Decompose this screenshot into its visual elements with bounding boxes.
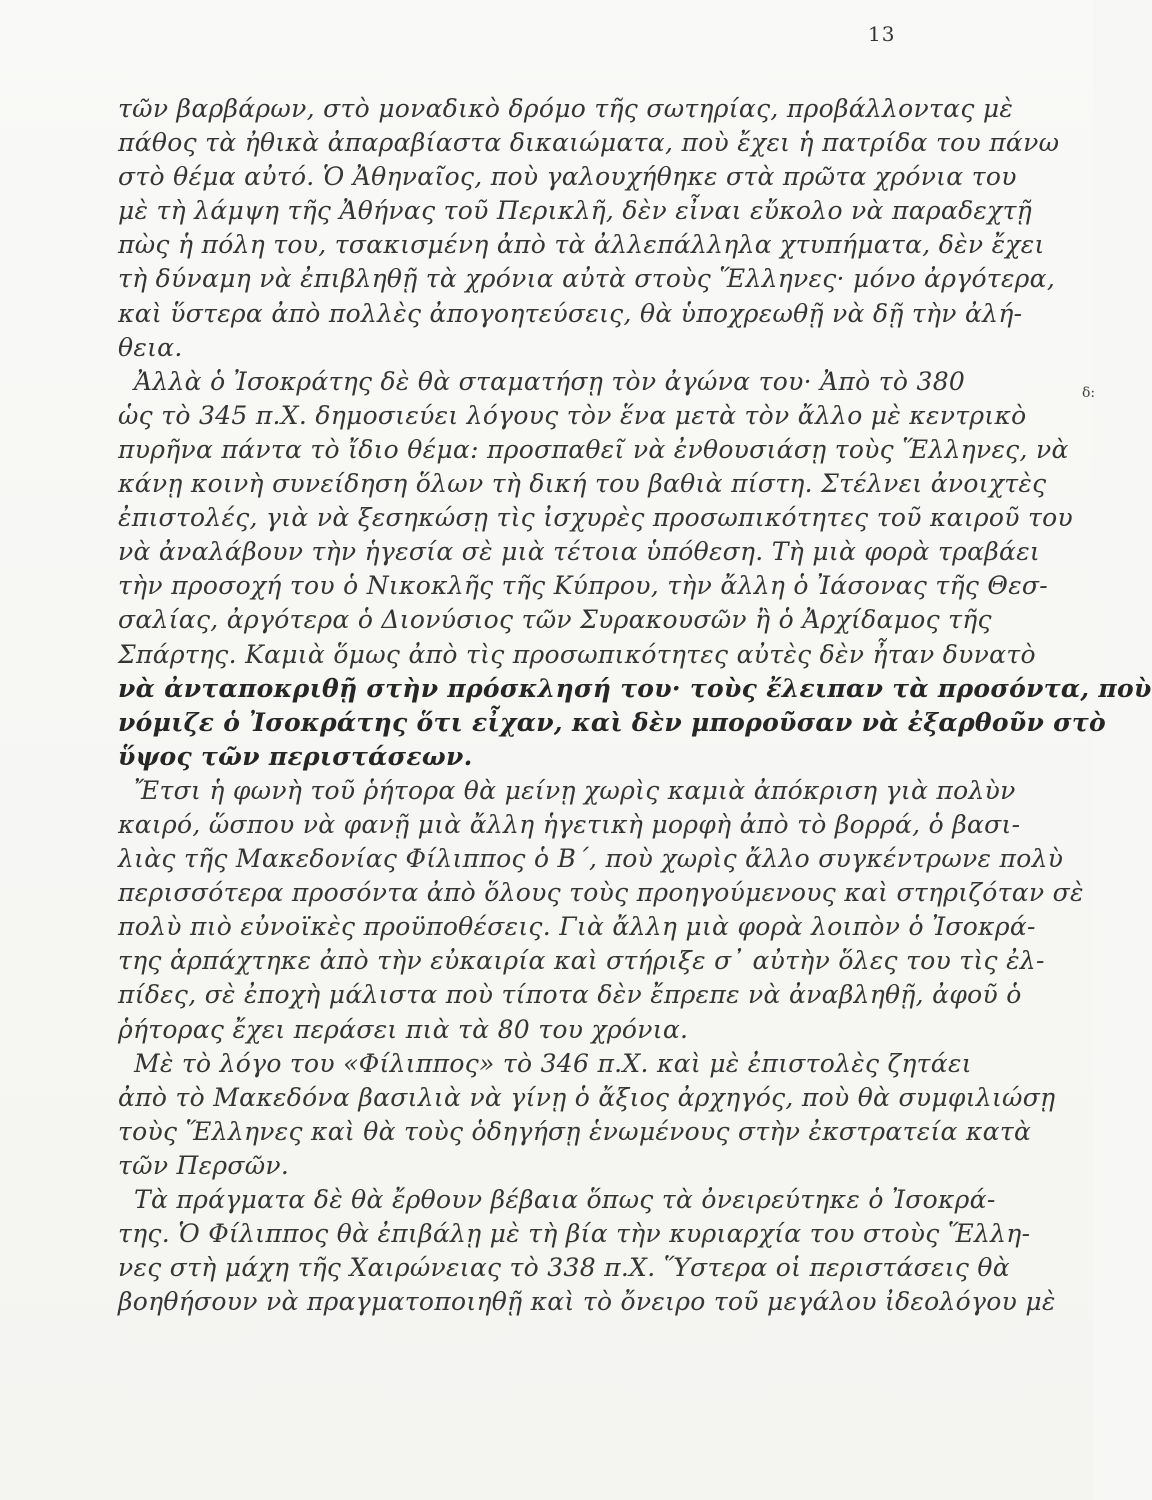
text-line: νες στὴ μάχη τῆς Χαιρώνειας τὸ 338 π.Χ. Ὕστερα οἱ περιστάσεις θὰ [118, 1253, 1010, 1283]
body-text [118, 92, 1152, 1319]
text-line: Ἔτσι ἡ φωνὴ τοῦ ῥήτορα θὰ μείνῃ χωρὶς καμιὰ ἀπόκριση γιὰ πολὺν [134, 775, 1016, 805]
text-line: νὰ ἀνταποκριθῇ στὴν πρόσκλησή του· τοὺς ἔλειπαν τὰ προσόντα, ποὺ [118, 673, 1152, 703]
text-line: καὶ ὕστερα ἀπὸ πολλὲς ἀπογοητεύσεις, θὰ ὑποχρεωθῇ νὰ δῇ τὴν ἀλή- [118, 298, 1023, 328]
text-line: ὡς τὸ 345 π.Χ. δημοσιεύει λόγους τὸν ἕνα μετὰ τὸν ἄλλο μὲ κεντρικὸ [118, 400, 1027, 430]
text-line: ῥήτορας ἔχει περάσει πιὰ τὰ 80 του χρόνια. [118, 1014, 689, 1044]
text-line: κάνῃ κοινὴ συνείδηση ὅλων τὴ δική του βαθιὰ πίστη. Στέλνει ἀνοιχτὲς [118, 469, 1047, 499]
text-line: τοὺς Ἕλληνες καὶ θὰ τοὺς ὁδηγήσῃ ἑνωμένους στὴν ἐκστρατεία κατὰ [118, 1116, 1032, 1146]
text-line: πὼς ἡ πόλη του, τσακισμένη ἀπὸ τὰ ἀλλεπάλληλα χτυπήματα, δὲν ἔχει [118, 230, 1045, 260]
text-line: πίδες, σὲ ἐποχὴ μάλιστα ποὺ τίποτα δὲν ἔπρεπε νὰ ἀναβληθῇ, ἀφοῦ ὁ [118, 980, 1022, 1010]
text-line: στὸ θέμα αὐτό. Ὁ Ἀθηναῖος, ποὺ γαλουχήθηκε στὰ πρῶτα χρόνια του [118, 162, 1017, 192]
text-line: νὰ ἀναλάβουν τὴν ἡγεσία σὲ μιὰ τέτοια ὑπόθεση. Τὴ μιὰ φορὰ τραβάει [118, 537, 1041, 567]
text-line: της ἁρπάχτηκε ἀπὸ τὴν εὐκαιρία καὶ στήριξε σ᾽ αὐτὴν ὅλες του τὶς ἐλ- [118, 946, 1045, 976]
text-line: ἐπιστολές, γιὰ νὰ ξεσηκώσῃ τὶς ἰσχυρὲς προσωπικότητες τοῦ καιροῦ του [118, 503, 1073, 533]
text-line: λιὰς τῆς Μακεδονίας Φίλιππος ὁ Β΄, ποὺ χωρὶς ἄλλο συγκέντρωνε πολὺ [118, 844, 1064, 874]
text-line: σαλίας, ἀργότερα ὁ Διονύσιος τῶν Συρακουσῶν ἢ ὁ Ἀρχίδαμος τῆς [118, 605, 992, 635]
text-line: περισσότερα προσόντα ἀπὸ ὅλους τοὺς προηγούμενους καὶ στηριζόταν σὲ [118, 878, 1084, 908]
text-line: ἀπὸ τὸ Μακεδόνα βασιλιὰ νὰ γίνῃ ὁ ἄξιος ἀρχηγός, ποὺ θὰ συμφιλιώσῃ [118, 1082, 1056, 1112]
text-line: πάθος τὰ ἠθικὰ ἀπαραβίαστα δικαιώματα, ποὺ ἔχει ἡ πατρίδα του πάνω [118, 128, 1060, 158]
text-line: θεια. [118, 332, 183, 362]
text-line: πολὺ πιὸ εὐνοϊκὲς προϋποθέσεις. Γιὰ ἄλλη μιὰ φορὰ λοιπὸν ὁ Ἰσοκρά- [118, 912, 1036, 942]
text-line: βοηθήσουν νὰ πραγματοποιηθῇ καὶ τὸ ὄνειρο τοῦ μεγάλου ἰδεολόγου μὲ [118, 1287, 1056, 1317]
text-line: τὴ δύναμη νὰ ἐπιβληθῇ τὰ χρόνια αὐτὰ στοὺς Ἕλληνες· μόνο ἀργότερα, [118, 264, 1056, 294]
text-line: μὲ τὴ λάμψη τῆς Ἀθήνας τοῦ Περικλῆ, δὲν εἶναι εὔκολο νὰ παραδεχτῇ [118, 196, 1032, 226]
text-line: τὴν προσοχή του ὁ Νικοκλῆς τῆς Κύπρου, τὴν ἄλλη ὁ Ἰάσονας τῆς Θεσ- [118, 571, 1049, 601]
text-line: τῶν Περσῶν. [118, 1150, 290, 1180]
text-line: Σπάρτης. Καμιὰ ὅμως ἀπὸ τὶς προσωπικότητες αὐτὲς δὲν ἦταν δυνατὸ [118, 639, 1036, 669]
text-line: πυρῆνα πάντα τὸ ἴδιο θέμα: προσπαθεῖ νὰ ἐνθουσιάσῃ τοὺς Ἕλληνες, νὰ [118, 434, 1069, 464]
text-line: καιρό, ὥσπου νὰ φανῇ μιὰ ἄλλη ἡγετικὴ μορφὴ ἀπὸ τὸ βορρά, ὁ βασι- [118, 809, 1021, 839]
text-line: της. Ὁ Φίλιππος θὰ ἐπιβάλῃ μὲ τὴ βία τὴν κυριαρχία του στοὺς Ἕλλη- [118, 1219, 1031, 1249]
text-line: τῶν βαρβάρων, στὸ μοναδικὸ δρόμο τῆς σωτηρίας, προβάλλοντας μὲ [118, 94, 1014, 123]
margin-mark: δ: [1082, 385, 1096, 401]
text-line: Ἀλλὰ ὁ Ἰσοκράτης δὲ θὰ σταματήσῃ τὸν ἀγώνα του· Ἀπὸ τὸ 380 [134, 366, 966, 396]
text-line: ὕψος τῶν περιστάσεων. [118, 741, 473, 771]
text-line: νόμιζε ὁ Ἰσοκράτης ὅτι εἶχαν, καὶ δὲν μποροῦσαν νὰ ἐξαρθοῦν στὸ [118, 707, 1106, 737]
text-line: Μὲ τὸ λόγο του «Φίλιππος» τὸ 346 π.Χ. καὶ μὲ ἐπιστολὲς ζητάει [134, 1048, 972, 1078]
text-line: Τὰ πράγματα δὲ θὰ ἔρθουν βέβαια ὅπως τὰ ὀνειρεύτηκε ὁ Ἰσοκρά- [134, 1185, 996, 1214]
page-number: 13 [868, 22, 896, 46]
